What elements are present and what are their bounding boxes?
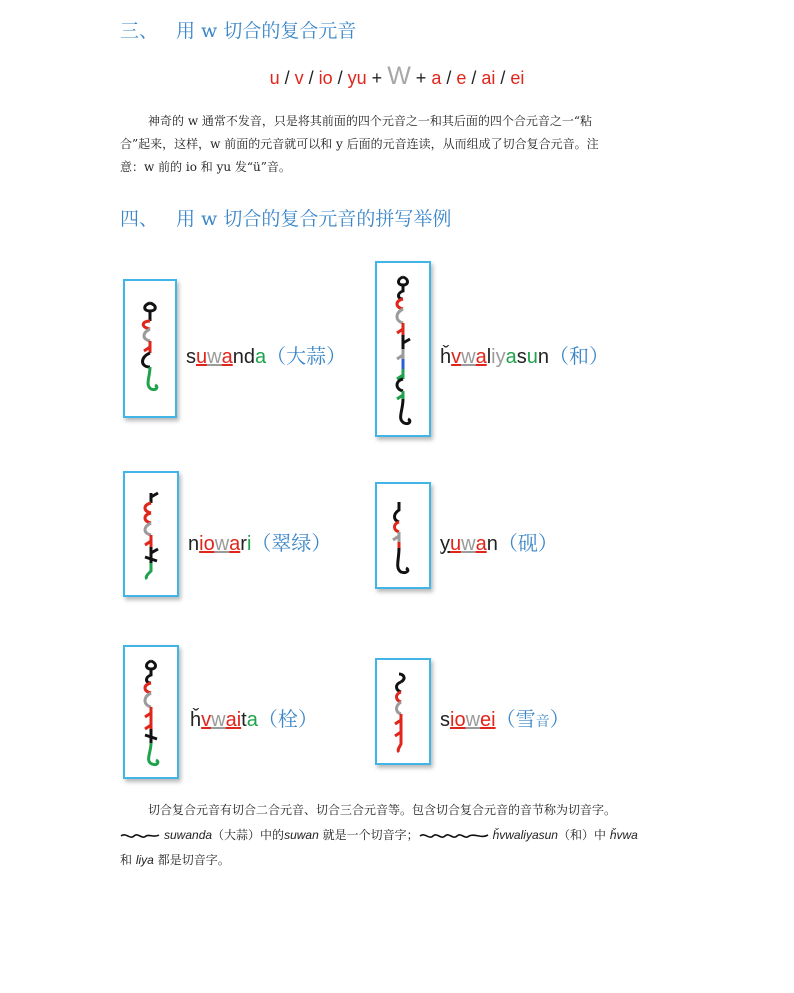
mongolian-script-image-suwanda <box>123 279 177 418</box>
word-letter: y <box>495 346 506 368</box>
formula-separator: / <box>441 68 457 88</box>
word-letter: ȟ <box>190 709 202 731</box>
section-title: 用 w 切合的复合元音 <box>176 20 357 42</box>
word-letter: i <box>236 709 242 731</box>
formula-plus: + <box>410 68 432 88</box>
word-letter: w <box>211 709 226 731</box>
formula-plus: + <box>366 68 388 88</box>
example-word-siowei <box>440 703 570 732</box>
script-hvwaita <box>125 647 177 777</box>
word-letter: a <box>505 346 517 368</box>
word-letter: v <box>201 709 212 731</box>
para2-word-hvwaliyasun: ȟvwaliyasun <box>492 828 558 842</box>
word-letter: o <box>203 533 215 555</box>
word-letter: w <box>461 346 476 368</box>
formula-w: W <box>387 62 411 90</box>
word-letter: u <box>196 346 208 368</box>
formula-separator: / <box>279 68 295 88</box>
word-letter: w <box>214 533 230 555</box>
formula-vowel: a <box>431 68 442 88</box>
para2-word-suwanda: suwanda <box>164 828 213 842</box>
word-letter: s <box>440 709 450 731</box>
closing-paragraph <box>120 798 676 873</box>
para2-text: 都是切音字。 <box>157 853 230 867</box>
formula-separator: / <box>332 68 348 88</box>
formula-separator: / <box>466 68 482 88</box>
example-word-hvwaliyasun <box>440 340 609 369</box>
word-letter: l <box>486 346 492 368</box>
example-word-suwanda <box>186 340 346 369</box>
word-letter: v <box>451 346 462 368</box>
mongolian-script-image-hvwaliyasun <box>375 261 431 437</box>
word-letter: i <box>491 346 496 368</box>
section-3-heading <box>120 16 356 43</box>
word-letter: a <box>254 346 267 368</box>
word-gloss: （翠绿） <box>251 531 332 555</box>
para2-text: 和 <box>120 853 133 867</box>
formula-vowel: yu <box>347 68 367 88</box>
section-title: 用 w 切合的复合元音的拼写举例 <box>176 208 452 230</box>
formula-vowel: e <box>456 68 467 88</box>
word-letter: i <box>491 709 496 731</box>
example-word-hvwaita <box>190 703 318 732</box>
para2-text: （和）中 <box>557 828 606 842</box>
section-number: 四、 <box>120 208 159 230</box>
word-gloss: （和） <box>548 344 609 368</box>
word-gloss: （栓） <box>257 707 318 731</box>
mongolian-script-image-siowei <box>375 658 431 765</box>
word-letter: w <box>207 346 222 368</box>
inline-mongolian-hvwaliyasun <box>419 830 489 842</box>
para2-text: （大蒜）中的 <box>212 828 285 842</box>
word-letter: o <box>454 709 466 731</box>
word-gloss-small: 音 <box>535 714 550 730</box>
section-4-heading <box>120 204 451 231</box>
word-letter: u <box>450 533 462 555</box>
script-suwanda <box>125 281 175 416</box>
word-letter: y <box>440 533 450 555</box>
formula-vowel: u <box>269 68 280 88</box>
formula-vowel: ei <box>510 68 525 88</box>
vowel-formula <box>0 62 794 91</box>
formula-separator: / <box>495 68 511 88</box>
section-number: 三、 <box>120 20 159 42</box>
word-letter: i <box>199 533 204 555</box>
word-letter: a <box>225 709 237 731</box>
word-letter: a <box>475 346 487 368</box>
explanation-paragraph <box>120 110 676 179</box>
mongolian-script-image-niowari <box>123 471 179 597</box>
word-letter: a <box>221 346 233 368</box>
para2-text: 就是一个切音字； <box>322 828 419 842</box>
word-letter: a <box>229 533 241 555</box>
para2-word-liya: liya <box>135 853 154 867</box>
word-letter: s <box>516 346 527 368</box>
word-letter: s <box>186 346 196 368</box>
script-niowari <box>125 473 177 595</box>
word-letter: u <box>526 346 538 368</box>
para1-line1: 神奇的 w 通常不发音，只是将其前面的四个元音之一和其后面的四个合元音之一“粘 <box>148 114 593 128</box>
word-letter: w <box>461 533 476 555</box>
word-gloss: （雪音） <box>495 707 570 731</box>
word-letter: ȟ <box>440 346 452 368</box>
para2-word-hvwa: ȟvwa <box>609 828 638 842</box>
word-letter: n <box>188 533 200 555</box>
word-letter: n <box>232 346 244 368</box>
script-siowei <box>377 660 429 763</box>
word-gloss: （大蒜） <box>266 344 347 368</box>
example-word-niowari <box>188 527 331 556</box>
formula-separator: / <box>303 68 319 88</box>
word-letter: i <box>246 533 252 555</box>
para2-line1: 切合复合元音有切合二合元音、切合三合元音等。包含切合复合元音的音节称为切音字。 <box>148 803 617 817</box>
word-letter: r <box>240 533 247 555</box>
inline-mongolian-suwanda <box>120 830 160 842</box>
word-gloss: （砚） <box>497 531 558 555</box>
word-letter: d <box>243 346 255 368</box>
para1-line2: 合”起来，这样，w 前面的元音就可以和 y 后面的元音连读，从而组成了切合复合元音。注 <box>120 137 599 151</box>
word-letter: t <box>241 709 247 731</box>
word-letter: e <box>480 709 492 731</box>
para1-line3: 意：w 前的 io 和 yu 发“ü”音。 <box>120 160 291 174</box>
formula-vowel: io <box>318 68 333 88</box>
word-letter: n <box>537 346 549 368</box>
script-hvwaliyasun <box>377 263 429 435</box>
word-letter: a <box>246 709 258 731</box>
mongolian-script-image-yuwan <box>375 482 431 589</box>
script-yuwan <box>377 484 429 587</box>
word-letter: n <box>486 533 498 555</box>
formula-vowel: v <box>294 68 304 88</box>
para2-word-suwan: suwan <box>284 828 319 842</box>
mongolian-script-image-hvwaita <box>123 645 179 779</box>
formula-vowel: ai <box>481 68 496 88</box>
word-letter: a <box>475 533 487 555</box>
example-word-yuwan <box>440 527 558 556</box>
word-letter: w <box>465 709 481 731</box>
word-letter: i <box>450 709 455 731</box>
